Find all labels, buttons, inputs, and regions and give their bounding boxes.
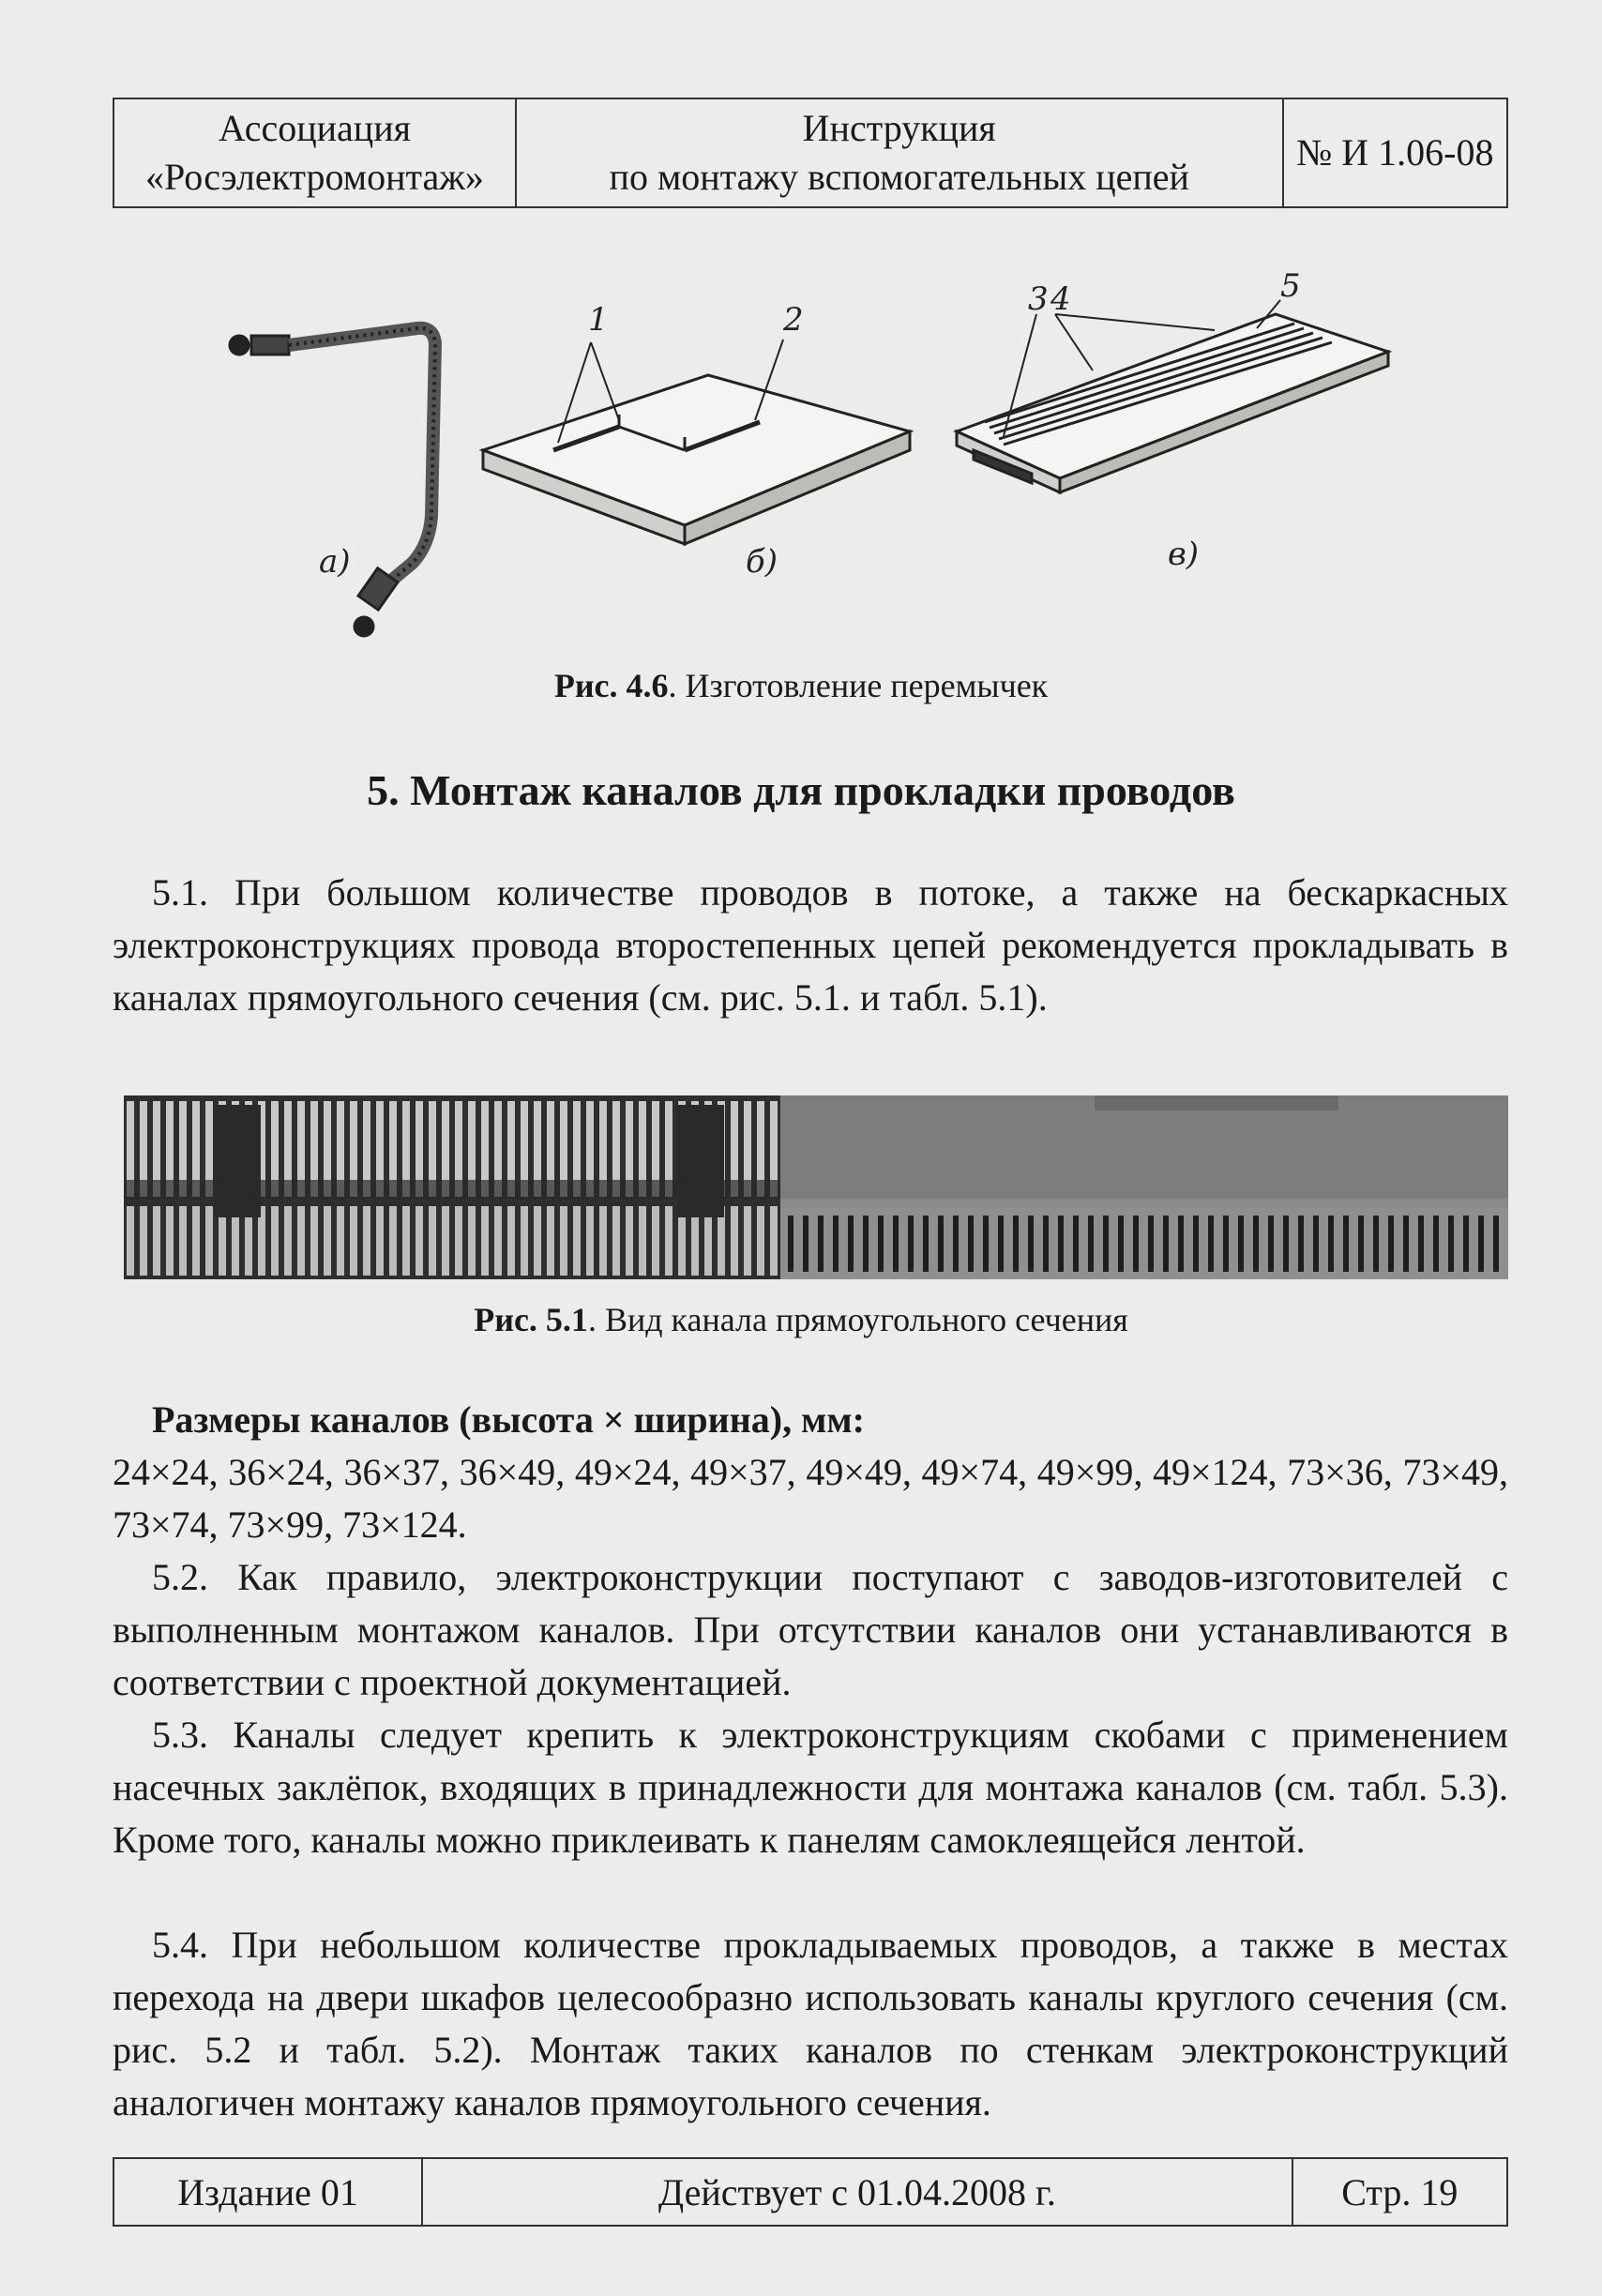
header-document-number: [1284, 99, 1506, 206]
callout-2: 2: [783, 301, 804, 339]
figure-4-6-caption-number: Рис. 4.6: [553, 667, 669, 704]
figure-5-1-caption-number: Рис. 5.1: [474, 1301, 588, 1338]
footer-table: [113, 2157, 1508, 2227]
figure-label-b: б): [746, 543, 778, 581]
figure-4-6-drawing: [216, 272, 1416, 647]
figure-label-a: а): [319, 543, 351, 581]
paragraph-5-1: 5.1. При большом количестве проводов в потоке, а также на бескаркасных электроконструкциях провода второстепенных цепей рекомендуется прокладывать в каналах прямоугольного сечения (см. рис. 5.1. и табл. 5.1).: [113, 871, 1508, 1019]
figure-4-6-caption: [0, 666, 1602, 705]
figure-5-1-caption-text: . Вид канала прямоугольного сечения: [587, 1301, 1128, 1338]
figure-4-6-caption-text: . Изготовление перемычек: [668, 667, 1049, 704]
jumper-wire-drawing: [230, 328, 435, 636]
callout-5: 5: [1280, 272, 1301, 305]
callout-4: 4: [1050, 280, 1071, 318]
org-line-1: Ассоциация: [218, 107, 412, 149]
footer-effective-date: Действует с 01.04.2008 г.: [423, 2159, 1293, 2225]
cable-channel-image: [124, 1095, 1508, 1279]
org-line-2: «Росэлектромонтаж»: [145, 156, 484, 198]
callout-3: 3: [1028, 280, 1049, 318]
paragraph-5-3: 5.3. Каналы следует крепить к электроконструкциям скобами с применением насечных заклёпок, входящих в принадлежности для монтажа каналов (см. табл. 5.3). Кроме того, каналы можно приклеивать к панелям самоклеящейся лентой.: [113, 1714, 1508, 1861]
figure-label-v: в): [1168, 536, 1200, 573]
channel-sizes-block: [113, 1394, 1508, 1446]
doc-line-2: по монтажу вспомогательных цепей: [609, 156, 1189, 198]
cable-channel-photo: [124, 1095, 1508, 1279]
section-title: 5. Монтаж каналов для прокладки проводов: [367, 766, 1235, 814]
footer-edition: Издание 01: [114, 2159, 423, 2225]
callout-1: 1: [588, 301, 609, 339]
wire-bundle-plate-drawing: [957, 300, 1388, 492]
channel-sizes-label: Размеры каналов (высота × ширина), мм:: [152, 1398, 865, 1441]
doc-number: № И 1.06-08: [1296, 131, 1494, 174]
board-drawing: [483, 340, 910, 544]
header-table: [113, 98, 1508, 208]
paragraph-5-4: 5.4. При небольшом количестве прокладываемых проводов, а также в местах перехода на двери шкафов целесообразно использовать каналы круглого сечения (см. рис. 5.2 и табл. 5.2). Монтаж таких каналов по стенкам электроконструкций аналогичен монтажу каналов прямоугольного сечения.: [113, 1924, 1508, 2123]
header-organization: [114, 99, 517, 206]
footer-page-number: Стр. 19: [1341, 2170, 1458, 2213]
channel-sizes-values: 24×24, 36×24, 36×37, 36×49, 49×24, 49×37, 49×49, 49×74, 49×99, 49×124, 73×36, 73×49, 73×74, 73×99, 73×124.: [113, 1451, 1508, 1546]
figure-5-1-caption: [0, 1300, 1602, 1339]
doc-line-1: Инструкция: [802, 107, 996, 149]
paragraph-5-2: 5.2. Как правило, электроконструкции поступают с заводов-изготовителей с выполненным монтажом каналов. При отсутствии каналов они устанавливаются в соответствии с проектной документацией.: [113, 1556, 1508, 1703]
header-document-title: [517, 99, 1284, 206]
